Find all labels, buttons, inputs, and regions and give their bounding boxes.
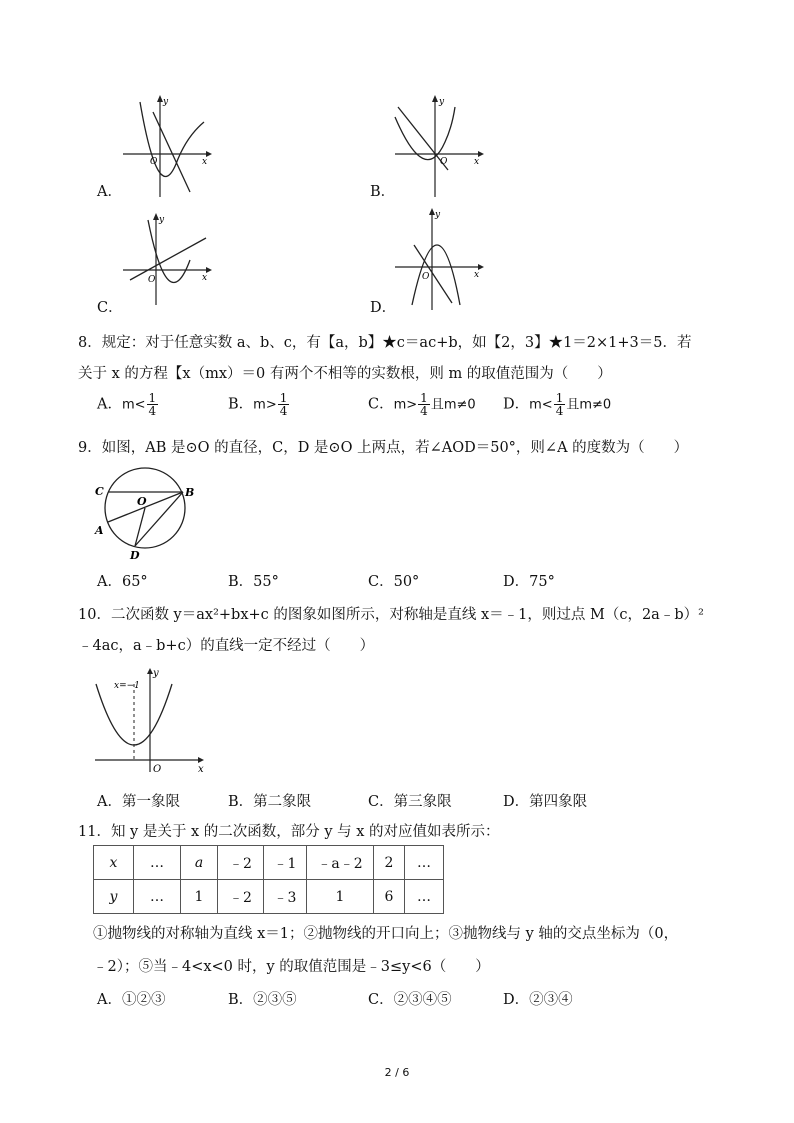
point-a-label: A <box>95 524 104 537</box>
page-number: 2 / 6 <box>384 1066 410 1079</box>
q8-stem-line1: 8．规定：对于任意实数 a、b、c，有【a，b】★c＝ac+b，如【2，3】★1＝2×1+3＝5．若 <box>78 335 692 351</box>
svg-text:O: O <box>148 275 156 285</box>
q8-option-b[interactable]: B．m> $\frac{1}{4}$ <box>228 391 288 418</box>
q10-stem-line1: 10．二次函数 y＝ax²+bx+c 的图象如图所示，对称轴是直线 x＝﹣1，则过点 M（c，2a﹣b）² <box>78 607 704 623</box>
q10-option-d[interactable]: D．第四象限 <box>503 794 588 810</box>
q11-option-a[interactable]: A．①②③ <box>97 992 166 1008</box>
q8-stem-line2: 关于 x 的方程【x（mx）＝0 有两个不相等的实数根，则 m 的取值范围为（ ） <box>78 366 612 382</box>
axis-of-symmetry-label: x=−1 <box>114 681 140 691</box>
svg-text:y: y <box>435 210 441 220</box>
point-o-label: O <box>137 495 147 508</box>
q10-option-c[interactable]: C．第三象限 <box>368 794 452 810</box>
svg-text:y: y <box>159 215 165 225</box>
q9-option-a[interactable]: A．65° <box>97 574 148 590</box>
svg-text:y: y <box>439 97 445 107</box>
svg-text:y: y <box>163 97 169 107</box>
fraction: $\frac{1}{4}$ <box>555 391 564 418</box>
svg-text:O: O <box>150 157 158 167</box>
svg-text:O: O <box>440 157 448 167</box>
q7-graph-a <box>118 92 213 206</box>
q8-option-c[interactable]: C．m> $\frac{1}{4}$ 且m≠0 <box>368 391 476 418</box>
svg-text:x: x <box>202 273 208 283</box>
q9-option-d[interactable]: D．75° <box>503 574 555 590</box>
q7-graph-b <box>390 92 485 206</box>
q9-circle-figure <box>90 462 205 566</box>
q10-parabola-figure <box>90 666 210 780</box>
q7-graph-c <box>118 210 213 314</box>
svg-text:O: O <box>422 272 430 282</box>
q7-option-a[interactable]: A． <box>97 184 122 200</box>
q10-stem-line2: ﹣4ac，a﹣b+c）的直线一定不经过（ ） <box>78 638 375 654</box>
point-c-label: C <box>95 485 104 498</box>
q11-option-d[interactable]: D．②③④ <box>503 992 573 1008</box>
svg-text:x: x <box>202 157 208 167</box>
y-axis-label: y <box>153 668 159 679</box>
q7-option-d[interactable]: D． <box>370 300 397 316</box>
q9-option-b[interactable]: B．55° <box>228 574 279 590</box>
svg-text:x: x <box>474 157 480 167</box>
point-d-label: D <box>130 549 140 562</box>
fraction: $\frac{1}{4}$ <box>420 391 428 418</box>
q10-option-a[interactable]: A．第一象限 <box>97 794 180 810</box>
table-row: x … a ﹣2 ﹣1 ﹣a﹣2 2 … <box>94 846 444 880</box>
svg-text:x: x <box>474 270 480 280</box>
origin-label: O <box>153 764 162 775</box>
q9-stem: 9．如图，AB 是⊙O 的直径，C，D 是⊙O 上两点，若∠AOD＝50°，则∠A 的度数为（ ） <box>78 440 689 456</box>
q7-option-c[interactable]: C． <box>97 300 123 316</box>
fraction: $\frac{1}{4}$ <box>148 391 157 418</box>
q11-option-b[interactable]: B．②③⑤ <box>228 992 297 1008</box>
point-b-label: B <box>185 486 195 499</box>
q7-option-b[interactable]: B． <box>370 184 396 200</box>
table-row: y … 1 ﹣2 ﹣3 1 6 … <box>94 880 444 914</box>
q8-option-a[interactable]: A．m< $\frac{1}{4}$ <box>97 391 157 418</box>
q11-option-c[interactable]: C．②③④⑤ <box>368 992 452 1008</box>
q7-graph-d <box>390 205 485 319</box>
fraction: $\frac{1}{4}$ <box>279 391 288 418</box>
q11-value-table <box>93 845 444 914</box>
q11-statements-line2: ﹣2）；⑤当﹣4<x<0 时，y 的取值范围是﹣3≤y<6（ ） <box>93 959 490 975</box>
x-axis-label: x <box>198 764 204 775</box>
q9-option-c[interactable]: C．50° <box>368 574 420 590</box>
q8-option-d[interactable]: D．m< $\frac{1}{4}$ 且m≠0 <box>503 391 612 418</box>
q11-stem: 11．知 y 是关于 x 的二次函数，部分 y 与 x 的对应值如表所示： <box>78 824 500 840</box>
q11-statements-line1: ①抛物线的对称轴为直线 x＝1；②抛物线的开口向上；③抛物线与 y 轴的交点坐标为（0， <box>93 926 679 942</box>
q10-option-b[interactable]: B．第二象限 <box>228 794 312 810</box>
